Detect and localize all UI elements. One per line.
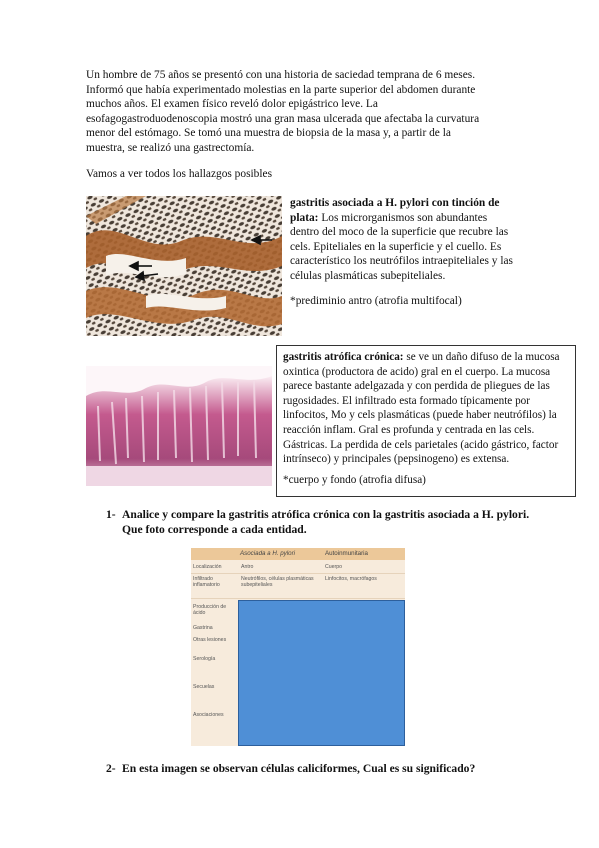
question-number: 2- (106, 762, 116, 775)
hpylori-description (290, 196, 518, 308)
table-cell: Antro (241, 564, 254, 570)
question-text: Analice y compare la gastritis atrófica crónica con la gastritis asociada a H. pylori. Que foto corresponde a cada entidad. (122, 508, 530, 536)
intro-paragraph (86, 68, 526, 156)
hpylori-silver-stain-image (86, 196, 282, 336)
table-answer-cover (238, 600, 405, 746)
table-row-label: Secuelas (193, 684, 215, 690)
question-text: En esta imagen se observan células caliciformes, Cual es su significado? (122, 762, 476, 775)
table-header-cell (191, 548, 238, 560)
table-row-label: Infiltrado inflamatorio (193, 576, 220, 589)
row-divider (191, 598, 405, 599)
hpylori-body: Los microrganismos son abundantes dentro del moco de la superficie que recubre las cels. Epiteliales en la superficie y el cuello. Es característico los neutrófilos intraepiteliales y las células plasmáticas subepiteliales. (290, 211, 513, 282)
table-row-label: Otras lesiones (193, 637, 227, 643)
question-1 (106, 508, 536, 537)
table-cell: Linfocitos, macrófagos (325, 576, 377, 582)
atrofica-note: *cuerpo y fondo (atrofia difusa) (283, 473, 426, 486)
table-row-label: Producción de ácido (193, 604, 227, 617)
intro-line: Informó que había experimentado molestias en la parte superior del abdomen durante (86, 83, 476, 96)
intro-line: muchos años. El examen físico reveló dolor epigástrico leve. La (86, 98, 378, 111)
table-header-cell: Autoinmunitaria (323, 548, 405, 560)
intro-line: esofagogastroduodenoscopia mostró una gran masa ulcerada que afectaba la curvatura (86, 112, 480, 125)
question-number: 1- (106, 508, 116, 521)
atrofica-body: se ve un daño difuso de la mucosa oxintica (productora de acido) gral en el cuerpo. La mucosa parece bastante adelgazada y con perdida de pliegues de las rugosidades. El infiltrado esta formado típicamente por linfocitos, Mo y cels plasmáticas (puede haber neutrófilos) la reacción inflam. Gral es profunda y centrada en las cels. Gástricas. La perdida de cels parietales (acido gástrico, factor intrínseco) y principales (pepsinogeno) es extensa. (283, 351, 560, 466)
intro-line: Un hombre de 75 años se presentó con una historia de saciedad temprana de 6 meses. (86, 69, 476, 81)
atrophic-gastritis-image (86, 366, 272, 486)
table-header-cell: Asociada a H. pylori (238, 548, 323, 560)
hpylori-note: *prediminio antro (atrofia multifocal) (290, 294, 462, 307)
intro-line: menor del estómago. Se tomó una muestra de biopsia de la masa y, a partir de la (86, 127, 451, 140)
hpylori-paragraph (290, 196, 518, 284)
question-2 (106, 762, 536, 775)
table-row-label: Gastrina (193, 625, 213, 631)
table-row-label: Asociaciones (193, 712, 224, 718)
intro-line: muestra, se realizó una gastrectomía. (86, 141, 255, 154)
table-cell: Cuerpo (325, 564, 343, 570)
table-row-label: Serología (193, 656, 216, 662)
atrophic-gastritis-box (276, 345, 576, 497)
atrofica-title: gastritis atrófica crónica: (283, 351, 404, 363)
section-lead: Vamos a ver todos los hallazgos posibles (86, 168, 273, 180)
table-row-label: Localización (193, 564, 222, 570)
table-cell: Neutrófilos, células plasmáticas subepiteliales (241, 576, 314, 589)
atrofica-paragraph (283, 350, 569, 467)
hpylori-title: gastritis asociada a H. pylori con tinción de plata: (290, 197, 500, 224)
row-divider (191, 573, 405, 574)
comparison-table (191, 548, 405, 746)
